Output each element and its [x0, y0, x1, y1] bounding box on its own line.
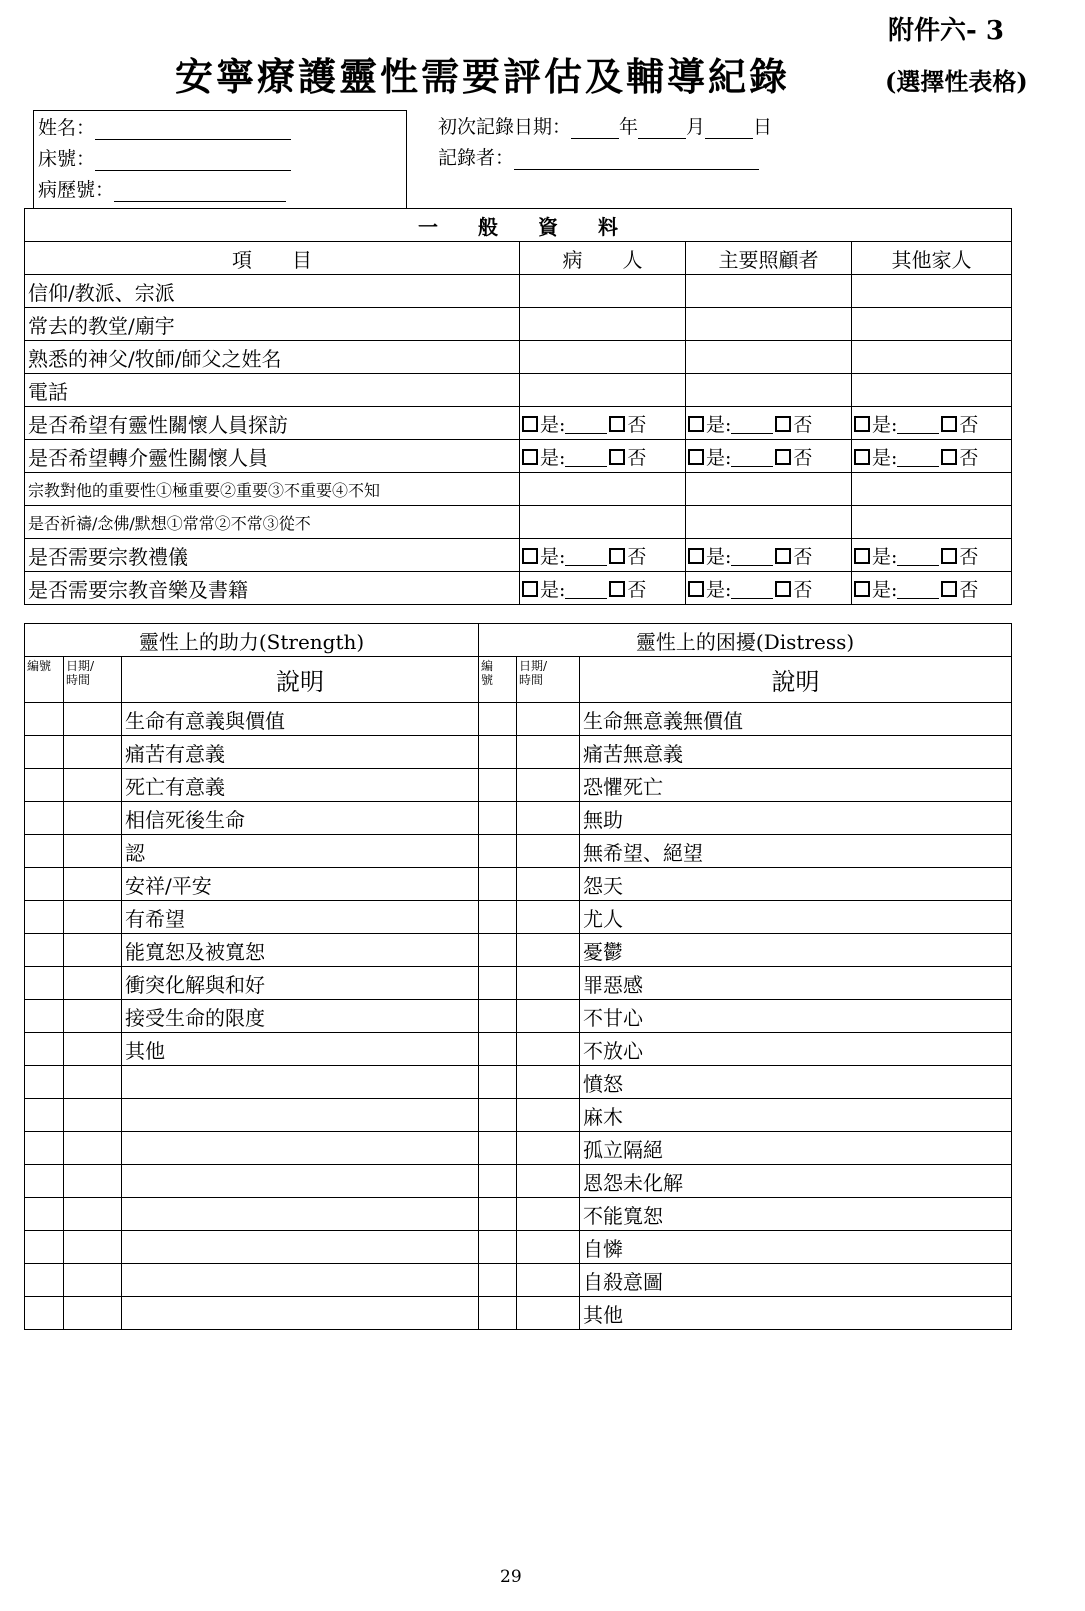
distress-datetime-cell[interactable] — [517, 703, 580, 736]
general-row — [25, 374, 1012, 407]
distress-item: 其他 — [580, 1297, 1012, 1330]
strength-title: 靈性上的助力(Strength) — [25, 624, 479, 657]
spiritual-row — [25, 1297, 1012, 1330]
strength-no-cell[interactable] — [25, 934, 64, 967]
strength-datetime-cell[interactable] — [64, 769, 122, 802]
general-row — [25, 572, 1012, 605]
strength-item: 痛苦有意義 — [122, 736, 479, 769]
distress-no-cell[interactable] — [479, 835, 517, 868]
distress-no-cell[interactable] — [479, 1165, 517, 1198]
strength-datetime-cell[interactable] — [64, 868, 122, 901]
strength-item: 安祥/平安 — [122, 868, 479, 901]
general-row — [25, 308, 1012, 341]
yes-checkbox[interactable] — [854, 548, 870, 564]
strength-datetime-cell[interactable] — [64, 835, 122, 868]
distress-datetime-cell[interactable] — [517, 868, 580, 901]
col-caregiver: 主要照顧者 — [686, 242, 852, 275]
bed-field[interactable] — [38, 144, 291, 171]
general-row — [25, 539, 1012, 572]
strength-item: 相信死後生命 — [122, 802, 479, 835]
distress-no-cell[interactable] — [479, 703, 517, 736]
spiritual-row — [25, 1066, 1012, 1099]
distress-col-desc: 說明 — [580, 657, 1012, 703]
cell-family[interactable] — [852, 440, 1012, 473]
distress-datetime-cell[interactable] — [517, 1066, 580, 1099]
yes-detail-blank[interactable] — [565, 582, 607, 599]
yes-detail-blank[interactable] — [731, 450, 773, 467]
spiritual-row — [25, 802, 1012, 835]
no-label: 否 — [959, 578, 979, 601]
cell-caregiver[interactable] — [686, 473, 852, 506]
yes-label: 是: — [540, 545, 566, 568]
yes-label: 是: — [540, 413, 566, 436]
distress-item: 自憐 — [580, 1231, 1012, 1264]
distress-item: 罪惡感 — [580, 967, 1012, 1000]
yes-detail-blank[interactable] — [731, 582, 773, 599]
yes-checkbox[interactable] — [522, 581, 538, 597]
yes-detail-blank[interactable] — [565, 450, 607, 467]
strength-no-cell[interactable] — [25, 1165, 64, 1198]
yes-checkbox[interactable] — [522, 449, 538, 465]
no-checkbox[interactable] — [609, 416, 625, 432]
year-label: 年 — [619, 116, 639, 138]
general-row — [25, 440, 1012, 473]
strength-item — [122, 1231, 479, 1264]
strength-no-cell[interactable] — [25, 1297, 64, 1330]
distress-datetime-cell[interactable] — [517, 1297, 580, 1330]
strength-col-no: 編號 — [25, 657, 64, 703]
strength-datetime-cell[interactable] — [64, 967, 122, 1000]
cell-patient[interactable] — [520, 473, 686, 506]
distress-item: 不能寬恕 — [580, 1198, 1012, 1231]
distress-no-cell[interactable] — [479, 1033, 517, 1066]
general-row — [25, 275, 1012, 308]
distress-item: 生命無意義無價值 — [580, 703, 1012, 736]
col-item: 項 目 — [25, 242, 520, 275]
distress-no-cell[interactable] — [479, 802, 517, 835]
yes-detail-blank[interactable] — [731, 417, 773, 434]
distress-datetime-cell[interactable] — [517, 1132, 580, 1165]
strength-no-cell[interactable] — [25, 1132, 64, 1165]
strength-no-cell[interactable] — [25, 802, 64, 835]
no-label: 否 — [793, 578, 813, 601]
yes-label: 是: — [540, 578, 566, 601]
spiritual-row — [25, 868, 1012, 901]
cell-family[interactable] — [852, 473, 1012, 506]
distress-item: 怨天 — [580, 868, 1012, 901]
yes-detail-blank[interactable] — [897, 417, 939, 434]
yes-detail-blank[interactable] — [565, 549, 607, 566]
strength-datetime-cell[interactable] — [64, 736, 122, 769]
general-row-label: 是否需要宗教禮儀 — [25, 539, 520, 572]
bed-label: 床號： — [38, 148, 96, 170]
spiritual-row — [25, 703, 1012, 736]
strength-datetime-cell[interactable] — [64, 1099, 122, 1132]
general-row-label: 信仰/教派、宗派 — [25, 275, 520, 308]
yes-detail-blank[interactable] — [897, 582, 939, 599]
strength-item — [122, 1198, 479, 1231]
yes-checkbox[interactable] — [688, 581, 704, 597]
distress-item: 孤立隔絕 — [580, 1132, 1012, 1165]
spiritual-row — [25, 1000, 1012, 1033]
general-section-title: 一 般 資 料 — [25, 209, 1012, 242]
strength-no-cell[interactable] — [25, 967, 64, 1000]
cell-caregiver[interactable] — [686, 440, 852, 473]
distress-col-no: 編 號 — [479, 657, 517, 703]
distress-datetime-cell[interactable] — [517, 1099, 580, 1132]
yes-checkbox[interactable] — [522, 416, 538, 432]
no-label: 否 — [793, 545, 813, 568]
strength-col-datetime: 日期/ 時間 — [64, 657, 122, 703]
no-checkbox[interactable] — [941, 449, 957, 465]
no-checkbox[interactable] — [941, 581, 957, 597]
cell-caregiver[interactable] — [686, 506, 852, 539]
strength-datetime-cell[interactable] — [64, 1000, 122, 1033]
distress-item: 無助 — [580, 802, 1012, 835]
general-row — [25, 407, 1012, 440]
cell-family[interactable] — [852, 308, 1012, 341]
distress-item: 尤人 — [580, 901, 1012, 934]
spiritual-row — [25, 736, 1012, 769]
cell-patient[interactable] — [520, 407, 686, 440]
distress-item: 憂鬱 — [580, 934, 1012, 967]
cell-caregiver[interactable] — [686, 572, 852, 605]
distress-item: 麻木 — [580, 1099, 1012, 1132]
cell-patient[interactable] — [520, 341, 686, 374]
strength-datetime-cell[interactable] — [64, 1165, 122, 1198]
general-row-label: 常去的教堂/廟宇 — [25, 308, 520, 341]
strength-item — [122, 1264, 479, 1297]
strength-datetime-cell[interactable] — [64, 934, 122, 967]
yes-label: 是: — [706, 413, 732, 436]
strength-item: 能寬恕及被寬恕 — [122, 934, 479, 967]
distress-item: 不甘心 — [580, 1000, 1012, 1033]
strength-item: 其他 — [122, 1033, 479, 1066]
cell-patient[interactable] — [520, 572, 686, 605]
distress-datetime-cell[interactable] — [517, 967, 580, 1000]
spiritual-row — [25, 1264, 1012, 1297]
general-row-label: 熟悉的神父/牧師/師父之姓名 — [25, 341, 520, 374]
strength-no-cell[interactable] — [25, 703, 64, 736]
form-subtitle: (選擇性表格) — [885, 67, 1028, 96]
yes-label: 是: — [872, 446, 898, 469]
strength-datetime-cell[interactable] — [64, 1132, 122, 1165]
yes-detail-blank[interactable] — [731, 549, 773, 566]
strength-datetime-cell[interactable] — [64, 1198, 122, 1231]
strength-no-cell[interactable] — [25, 769, 64, 802]
distress-no-cell[interactable] — [479, 1000, 517, 1033]
distress-no-cell[interactable] — [479, 1066, 517, 1099]
strength-no-cell[interactable] — [25, 1231, 64, 1264]
yes-checkbox[interactable] — [854, 581, 870, 597]
strength-item: 接受生命的限度 — [122, 1000, 479, 1033]
strength-no-cell[interactable] — [25, 1033, 64, 1066]
distress-item: 憤怒 — [580, 1066, 1012, 1099]
spiritual-row — [25, 1033, 1012, 1066]
day-label: 日 — [753, 116, 773, 138]
col-patient: 病 人 — [520, 242, 686, 275]
cell-family[interactable] — [852, 374, 1012, 407]
distress-no-cell[interactable] — [479, 736, 517, 769]
record-number-label: 病歷號： — [38, 179, 115, 201]
general-info-table — [24, 208, 1012, 605]
first-record-date-field[interactable] — [438, 112, 772, 139]
strength-datetime-cell[interactable] — [64, 703, 122, 736]
yes-detail-blank[interactable] — [897, 450, 939, 467]
col-family: 其他家人 — [852, 242, 1012, 275]
no-checkbox[interactable] — [775, 581, 791, 597]
strength-no-cell[interactable] — [25, 868, 64, 901]
strength-no-cell[interactable] — [25, 1198, 64, 1231]
yes-label: 是: — [872, 545, 898, 568]
cell-caregiver[interactable] — [686, 374, 852, 407]
spiritual-row — [25, 901, 1012, 934]
distress-no-cell[interactable] — [479, 1099, 517, 1132]
strength-datetime-cell[interactable] — [64, 1231, 122, 1264]
strength-item: 生命有意義與價值 — [122, 703, 479, 736]
yes-detail-blank[interactable] — [897, 549, 939, 566]
cell-caregiver[interactable] — [686, 539, 852, 572]
no-checkbox[interactable] — [941, 548, 957, 564]
strength-item — [122, 1066, 479, 1099]
spiritual-row — [25, 769, 1012, 802]
cell-family[interactable] — [852, 572, 1012, 605]
yes-checkbox[interactable] — [688, 416, 704, 432]
no-label: 否 — [627, 545, 647, 568]
distress-datetime-cell[interactable] — [517, 1231, 580, 1264]
distress-datetime-cell[interactable] — [517, 802, 580, 835]
name-field[interactable] — [38, 113, 291, 140]
distress-no-cell[interactable] — [479, 1231, 517, 1264]
distress-datetime-cell[interactable] — [517, 769, 580, 802]
yes-label: 是: — [706, 446, 732, 469]
strength-item: 有希望 — [122, 901, 479, 934]
strength-item — [122, 1165, 479, 1198]
name-label: 姓名： — [38, 117, 96, 139]
patient-info-box — [33, 110, 407, 208]
distress-datetime-cell[interactable] — [517, 1033, 580, 1066]
no-label: 否 — [627, 413, 647, 436]
annex-label: 附件六- 3 — [888, 16, 1004, 46]
distress-no-cell[interactable] — [479, 1132, 517, 1165]
strength-datetime-cell[interactable] — [64, 1264, 122, 1297]
general-row — [25, 506, 1012, 539]
no-label: 否 — [793, 413, 813, 436]
strength-no-cell[interactable] — [25, 1264, 64, 1297]
general-row — [25, 473, 1012, 506]
no-checkbox[interactable] — [775, 548, 791, 564]
cell-patient[interactable] — [520, 374, 686, 407]
spiritual-row — [25, 1231, 1012, 1264]
record-number-field[interactable] — [38, 175, 286, 202]
distress-title: 靈性上的困擾(Distress) — [479, 624, 1012, 657]
cell-caregiver[interactable] — [686, 308, 852, 341]
strength-datetime-cell[interactable] — [64, 1033, 122, 1066]
distress-no-cell[interactable] — [479, 1297, 517, 1330]
cell-family[interactable] — [852, 407, 1012, 440]
cell-patient[interactable] — [520, 308, 686, 341]
no-checkbox[interactable] — [775, 416, 791, 432]
distress-datetime-cell[interactable] — [517, 901, 580, 934]
spiritual-row — [25, 967, 1012, 1000]
no-checkbox[interactable] — [609, 449, 625, 465]
distress-datetime-cell[interactable] — [517, 1165, 580, 1198]
distress-datetime-cell[interactable] — [517, 1198, 580, 1231]
distress-item: 無希望、絕望 — [580, 835, 1012, 868]
distress-datetime-cell[interactable] — [517, 1000, 580, 1033]
general-row-label: 宗教對他的重要性①極重要②重要③不重要④不知 — [25, 473, 520, 506]
strength-datetime-cell[interactable] — [64, 1297, 122, 1330]
distress-no-cell[interactable] — [479, 1198, 517, 1231]
yes-label: 是: — [872, 578, 898, 601]
strength-col-desc: 說明 — [122, 657, 479, 703]
strength-item: 認 — [122, 835, 479, 868]
distress-datetime-cell[interactable] — [517, 934, 580, 967]
yes-checkbox[interactable] — [688, 548, 704, 564]
yes-checkbox[interactable] — [854, 416, 870, 432]
cell-family[interactable] — [852, 539, 1012, 572]
strength-no-cell[interactable] — [25, 901, 64, 934]
date-label: 初次記錄日期： — [438, 116, 572, 138]
strength-item: 死亡有意義 — [122, 769, 479, 802]
recorder-field[interactable] — [438, 143, 759, 170]
spiritual-row — [25, 1132, 1012, 1165]
yes-label: 是: — [872, 413, 898, 436]
spiritual-assessment-table — [24, 623, 1012, 1330]
distress-item: 恐懼死亡 — [580, 769, 1012, 802]
general-row — [25, 341, 1012, 374]
no-checkbox[interactable] — [775, 449, 791, 465]
no-checkbox[interactable] — [609, 581, 625, 597]
distress-item: 恩怨未化解 — [580, 1165, 1012, 1198]
strength-datetime-cell[interactable] — [64, 901, 122, 934]
no-label: 否 — [627, 446, 647, 469]
yes-checkbox[interactable] — [688, 449, 704, 465]
general-row-label: 電話 — [25, 374, 520, 407]
strength-item — [122, 1132, 479, 1165]
strength-no-cell[interactable] — [25, 1066, 64, 1099]
cell-caregiver[interactable] — [686, 275, 852, 308]
distress-item: 不放心 — [580, 1033, 1012, 1066]
no-label: 否 — [627, 578, 647, 601]
distress-no-cell[interactable] — [479, 769, 517, 802]
spiritual-row — [25, 1099, 1012, 1132]
strength-no-cell[interactable] — [25, 736, 64, 769]
cell-family[interactable] — [852, 506, 1012, 539]
strength-item: 衝突化解與和好 — [122, 967, 479, 1000]
yes-label: 是: — [706, 545, 732, 568]
distress-no-cell[interactable] — [479, 967, 517, 1000]
cell-family[interactable] — [852, 341, 1012, 374]
no-label: 否 — [793, 446, 813, 469]
yes-label: 是: — [706, 578, 732, 601]
no-label: 否 — [959, 413, 979, 436]
form-title: 安寧療護靈性需要評估及輔導紀錄 — [175, 54, 791, 99]
general-row-label: 是否希望轉介靈性關懷人員 — [25, 440, 520, 473]
distress-no-cell[interactable] — [479, 901, 517, 934]
strength-no-cell[interactable] — [25, 1099, 64, 1132]
recorder-label: 記錄者： — [438, 147, 515, 169]
cell-family[interactable] — [852, 275, 1012, 308]
yes-checkbox[interactable] — [522, 548, 538, 564]
cell-caregiver[interactable] — [686, 407, 852, 440]
strength-datetime-cell[interactable] — [64, 802, 122, 835]
yes-detail-blank[interactable] — [565, 417, 607, 434]
yes-checkbox[interactable] — [854, 449, 870, 465]
distress-no-cell[interactable] — [479, 868, 517, 901]
distress-col-datetime: 日期/ 時間 — [517, 657, 580, 703]
strength-item — [122, 1099, 479, 1132]
cell-patient[interactable] — [520, 440, 686, 473]
strength-item — [122, 1297, 479, 1330]
no-checkbox[interactable] — [941, 416, 957, 432]
spiritual-row — [25, 835, 1012, 868]
spiritual-row — [25, 934, 1012, 967]
cell-patient[interactable] — [520, 275, 686, 308]
distress-no-cell[interactable] — [479, 1264, 517, 1297]
strength-datetime-cell[interactable] — [64, 1066, 122, 1099]
no-checkbox[interactable] — [609, 548, 625, 564]
general-row-label: 是否祈禱/念佛/默想①常常②不常③從不 — [25, 506, 520, 539]
strength-no-cell[interactable] — [25, 1000, 64, 1033]
month-label: 月 — [686, 116, 706, 138]
general-row-label: 是否需要宗教音樂及書籍 — [25, 572, 520, 605]
page-number: 29 — [500, 1567, 522, 1587]
no-label: 否 — [959, 446, 979, 469]
spiritual-row — [25, 1198, 1012, 1231]
distress-item: 自殺意圖 — [580, 1264, 1012, 1297]
strength-no-cell[interactable] — [25, 835, 64, 868]
distress-datetime-cell[interactable] — [517, 1264, 580, 1297]
distress-item: 痛苦無意義 — [580, 736, 1012, 769]
distress-datetime-cell[interactable] — [517, 736, 580, 769]
cell-patient[interactable] — [520, 539, 686, 572]
no-label: 否 — [959, 545, 979, 568]
yes-label: 是: — [540, 446, 566, 469]
cell-caregiver[interactable] — [686, 341, 852, 374]
cell-patient[interactable] — [520, 506, 686, 539]
general-row-label: 是否希望有靈性關懷人員探訪 — [25, 407, 520, 440]
distress-datetime-cell[interactable] — [517, 835, 580, 868]
distress-no-cell[interactable] — [479, 934, 517, 967]
spiritual-row — [25, 1165, 1012, 1198]
